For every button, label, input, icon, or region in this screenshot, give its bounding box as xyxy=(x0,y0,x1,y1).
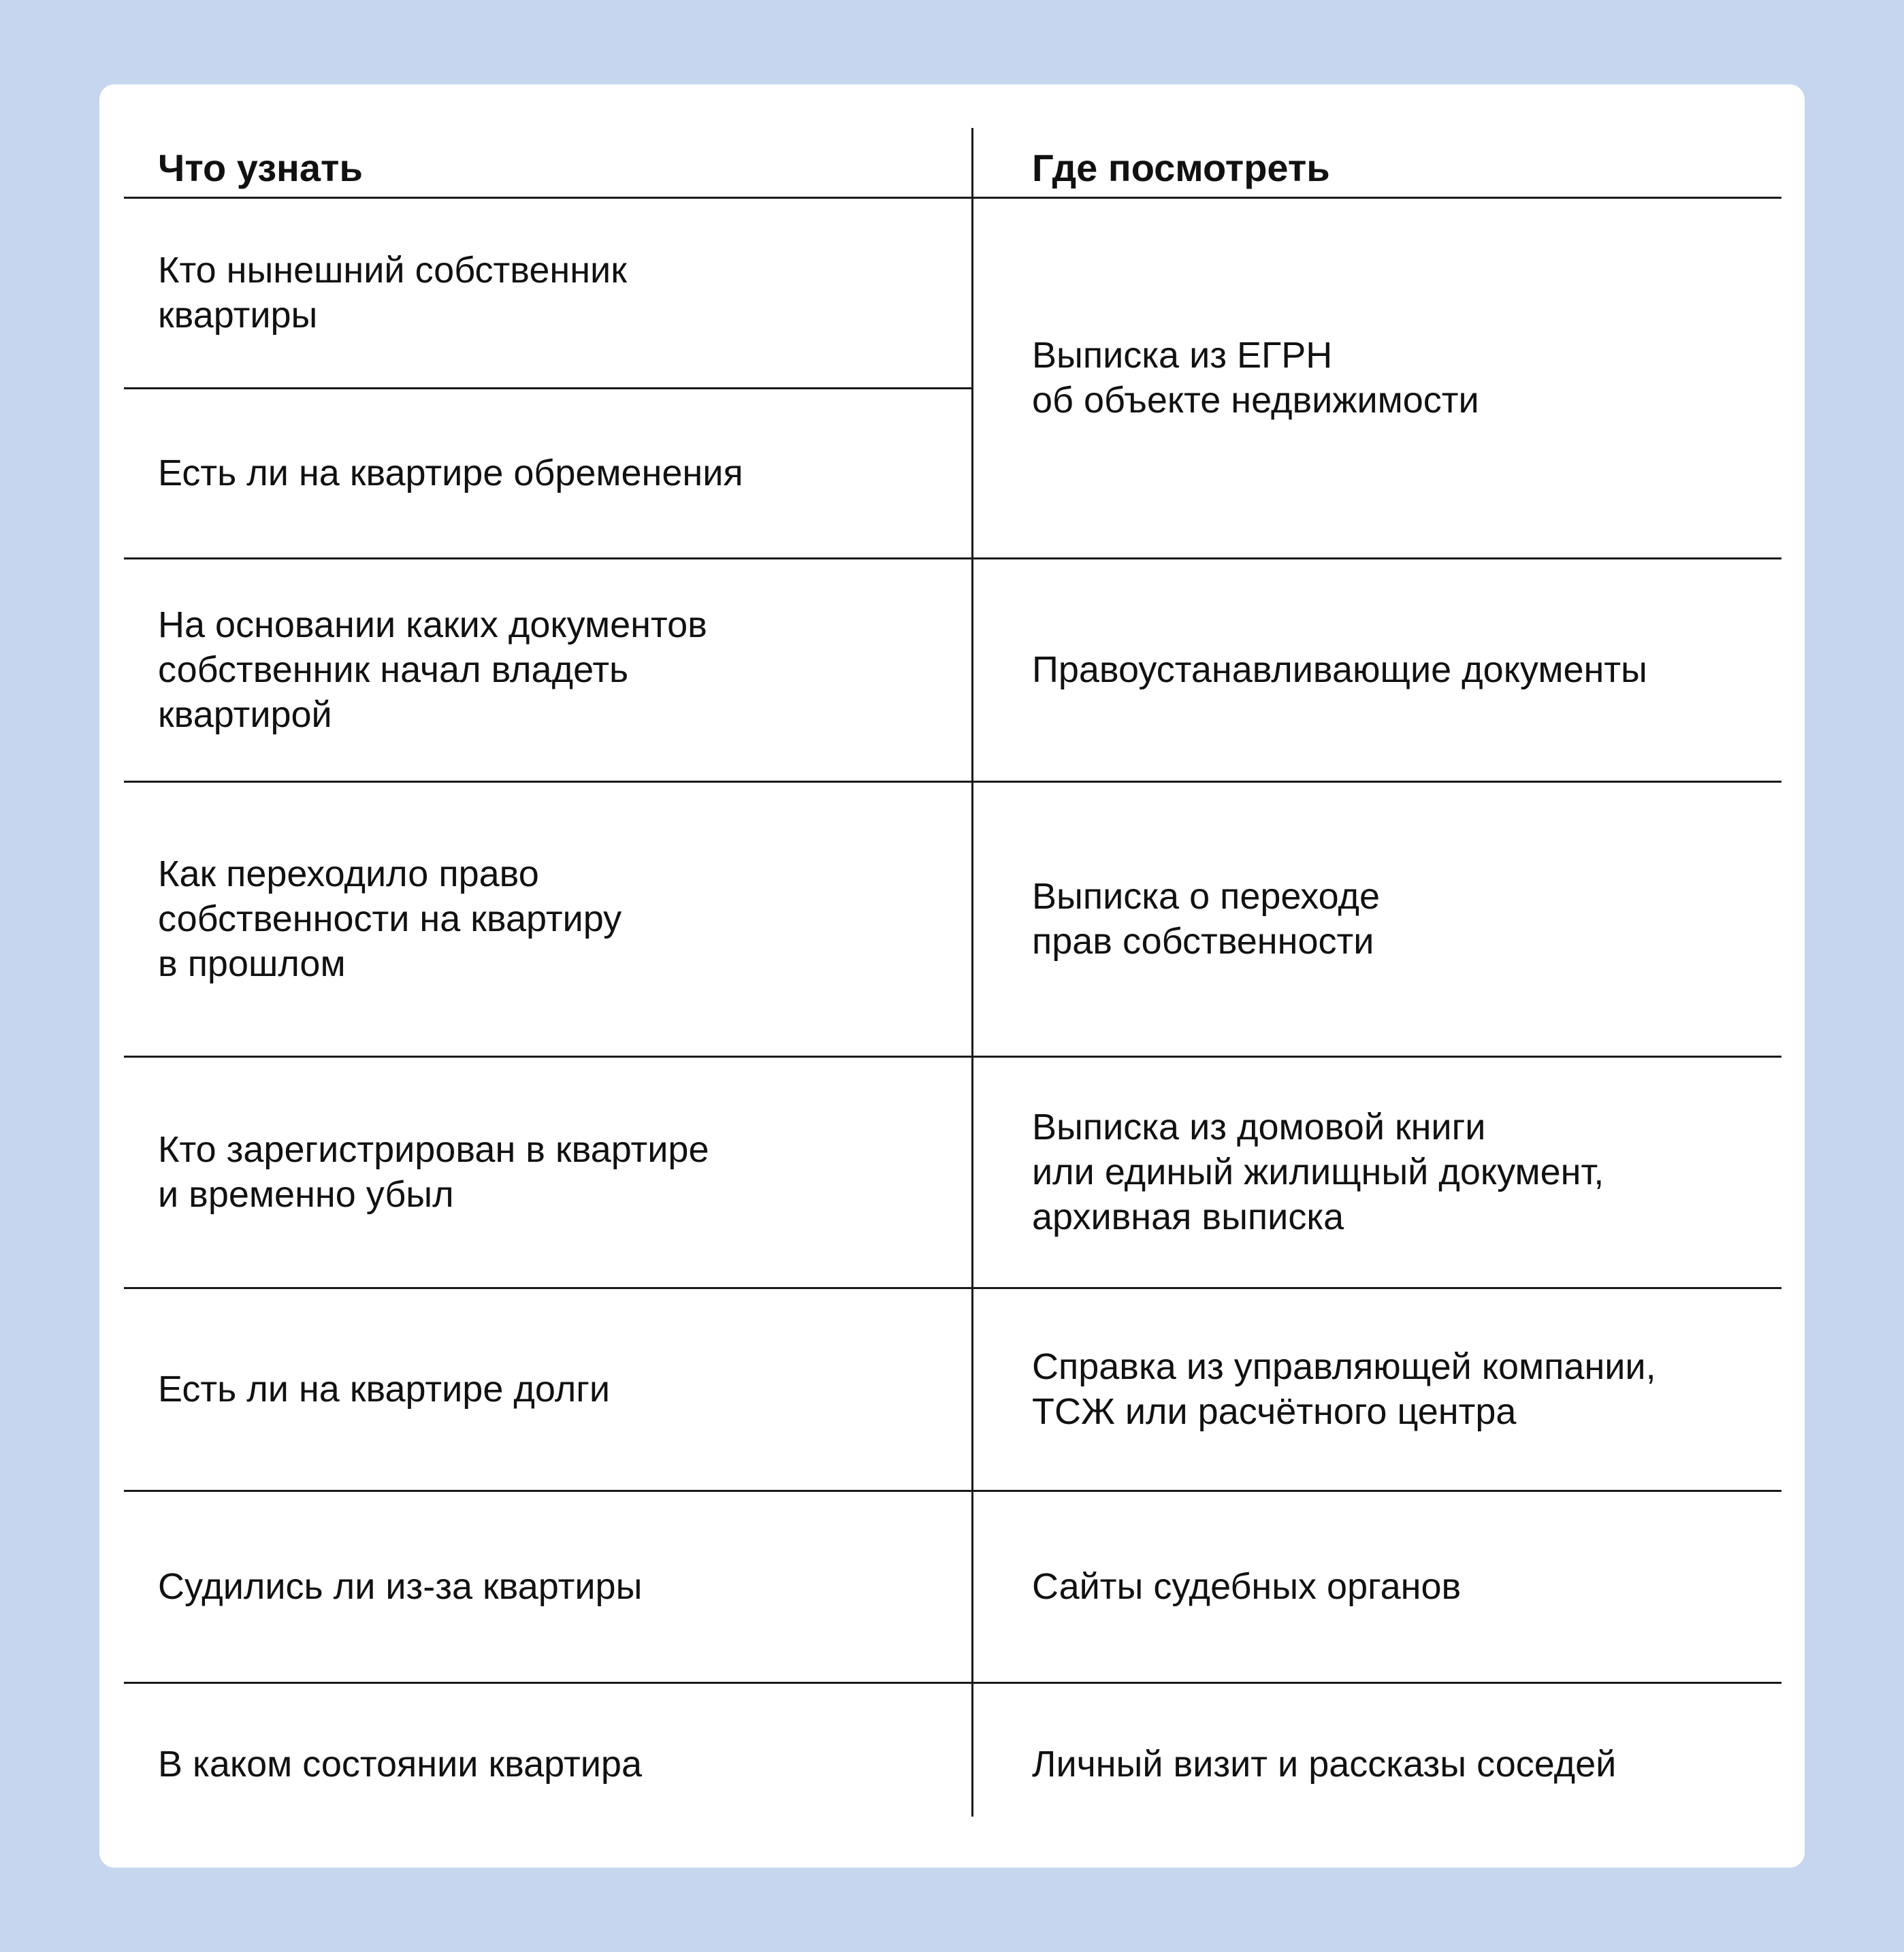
table-cell-what: Судились ли из-за квартиры xyxy=(158,1566,643,1607)
table-cell-what: Кто зарегистрирован в квартире и временно убыл xyxy=(158,1129,709,1215)
column-header-where: Где посмотреть xyxy=(1032,146,1330,189)
table-cell-what: Есть ли на квартире обременения xyxy=(158,453,743,493)
table-card xyxy=(99,84,1805,1868)
table-cell-where: Личный визит и рассказы соседей xyxy=(1032,1744,1617,1785)
table-cell-what: В каком состоянии квартира xyxy=(158,1744,642,1785)
table-cell-what: На основании каких документов собственник начал владеть квартирой xyxy=(158,604,707,735)
column-header-what: Что узнать xyxy=(158,146,363,189)
table-cell-what: Кто нынешний собственник квартиры xyxy=(158,250,627,336)
table-cell-where: Выписка о переходе прав собственности xyxy=(1032,876,1381,962)
table-cell-what: Есть ли на квартире долги xyxy=(158,1369,611,1410)
column-divider xyxy=(971,128,973,1817)
table-cell-what: Как переходило право собственности на квартиру в прошлом xyxy=(158,853,622,984)
table-cell-where: Выписка из ЕГРН об объекте недвижимости xyxy=(1032,335,1479,421)
table-cell-where: Справка из управляющей компании, ТСЖ или расчётного центра xyxy=(1032,1346,1656,1432)
table-cell-where: Правоустанавливающие документы xyxy=(1032,649,1647,690)
table-cell-where: Сайты судебных органов xyxy=(1032,1566,1462,1607)
table-cell-where: Выписка из домовой книги или единый жилищный документ, архивная выписка xyxy=(1032,1107,1604,1237)
